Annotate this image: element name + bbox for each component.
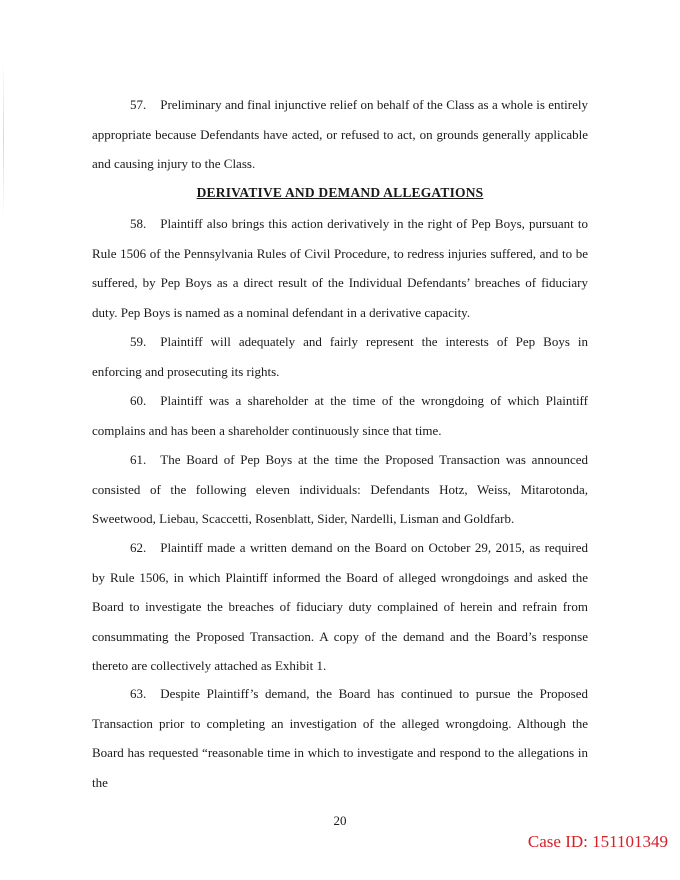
- paragraph-number: 57.: [130, 97, 147, 112]
- paragraph-61: [92, 445, 588, 534]
- paragraph-number: 58.: [130, 216, 147, 231]
- paragraph-text: Plaintiff was a shareholder at the time of the wrongdoing of which Plaintiff complains and has been a shareholder continuously since that time.: [92, 393, 588, 438]
- paragraph-59: [92, 327, 588, 386]
- case-id-stamp: Case ID: 151101349: [527, 832, 668, 851]
- paragraph-62: [92, 533, 588, 681]
- paragraph-number: 61.: [130, 452, 147, 467]
- paragraph-text: Despite Plaintiff’s demand, the Board has continued to pursue the Proposed Transaction prior to completing an investigation of the alleged wrongdoing. Although the Board has requested “reasonable time in which to investigate and respond to the allegations in the: [92, 686, 588, 790]
- paragraph-number: 59.: [130, 334, 147, 349]
- paragraph-63: [92, 679, 588, 797]
- paragraph-number: 62.: [130, 540, 147, 555]
- paragraph-text: Preliminary and final injunctive relief on behalf of the Class as a whole is entirely appropriate because Defendants have acted, or refused to act, on grounds generally applicable and causing injury to the Class.: [92, 97, 588, 171]
- paragraph-text: The Board of Pep Boys at the time the Proposed Transaction was announced consisted of the following eleven individuals: Defendants Hotz, Weiss, Mitarotonda, Sweetwood, Liebau, Scaccetti, Rosenblatt, Sider, Nardelli, Lisman and Goldfarb.: [92, 452, 588, 526]
- section-heading: DERIVATIVE AND DEMAND ALLEGATIONS: [196, 185, 484, 200]
- paragraph-text: Plaintiff made a written demand on the Board on October 29, 2015, as required by Rule 1506, in which Plaintiff informed the Board of alleged wrongdoings and asked the Board to investigate the breaches of fiduciary duty complained of herein and refrain from consummating the Proposed Transaction. A copy of the demand and the Board’s response thereto are collectively attached as Exhibit 1.: [92, 540, 588, 673]
- paragraph-60: [92, 386, 588, 445]
- paragraph-number: 63.: [130, 686, 147, 701]
- paragraph-58: [92, 209, 588, 327]
- paragraph-text: Plaintiff also brings this action derivatively in the right of Pep Boys, pursuant to Rule 1506 of the Pennsylvania Rules of Civil Procedure, to redress injuries suffered, and to be suffered, by Pep Boys as a direct result of the Individual Defendants’ breaches of fiduciary duty. Pep Boys is named as a nominal defendant in a derivative capacity.: [92, 216, 588, 320]
- page-number: 20: [333, 813, 347, 828]
- paragraph-57: [92, 90, 588, 179]
- paragraph-text: Plaintiff will adequately and fairly represent the interests of Pep Boys in enforcing and prosecuting its rights.: [92, 334, 588, 379]
- paragraph-number: 60.: [130, 393, 147, 408]
